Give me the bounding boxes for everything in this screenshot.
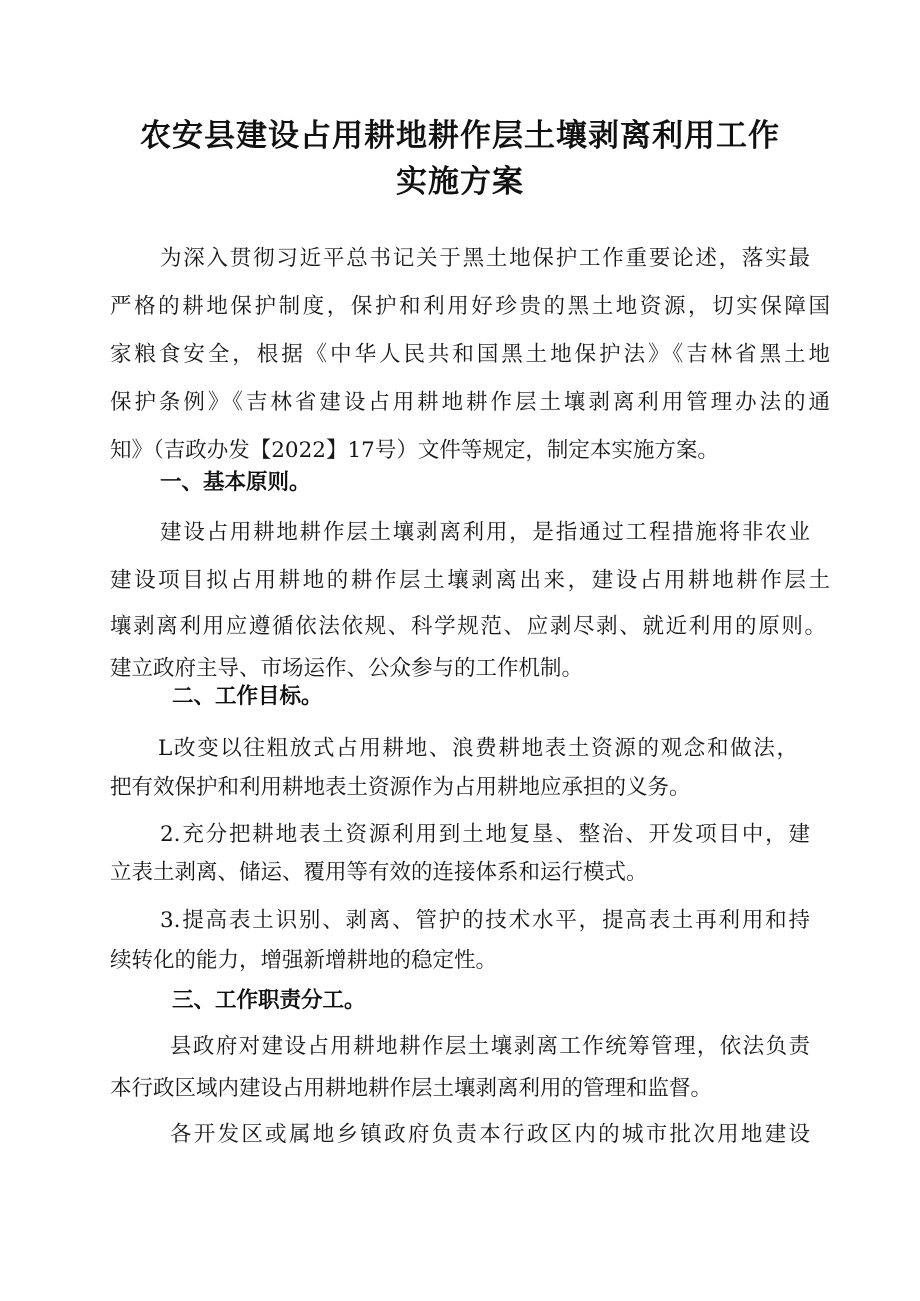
section1-line: 建立政府主导、市场运作、公众参与的工作机制。	[110, 656, 584, 681]
section1-line: 建设占用耕地耕作层土壤剥离利用，是指通过工程措施将非农业	[160, 520, 810, 545]
section3-para1-line: 县政府对建设占用耕地耕作层土壤剥离工作统筹管理，依法负责	[170, 1034, 810, 1059]
intro-line: 为深入贯彻习近平总书记关于黑土地保护工作重要论述，落实最	[160, 246, 810, 271]
section1-line: 壤剥离利用应遵循依法依规、科学规范、应剥尽剥、就近利用的原则。	[110, 614, 826, 639]
section3-para1-line: 本行政区域内建设占用耕地耕作层土壤剥离利用的管理和监督。	[110, 1076, 713, 1101]
document-title-line-2: 实施方案	[396, 164, 524, 200]
goal-item-1-line: 把有效保护和利用耕地表土资源作为占用耕地应承担的义务。	[110, 775, 691, 800]
goal-item-3-line: 续转化的能力，增强新增耕地的稳定性。	[110, 948, 498, 973]
section3-para2-line: 各开发区或属地乡镇政府负责本行政区内的城市批次用地建设	[170, 1122, 810, 1147]
section-heading-principles: 一、基本原则。	[160, 470, 311, 495]
goal-item-2-line: 2.充分把耕地表土资源利用到土地复垦、整治、开发项目中，建	[160, 822, 810, 847]
section-heading-goals: 二、工作目标。	[172, 684, 323, 709]
intro-line: 保护条例》《吉林省建设占用耕地耕作层土壤剥离利用管理办法的通	[110, 390, 830, 415]
goal-item-3-line: 3.提高表土识别、剥离、管护的技术水平，提高表土再利用和持	[160, 908, 810, 933]
intro-line: 家粮食安全，根据《中华人民共和国黑土地保护法》《吉林省黑土地	[110, 342, 830, 367]
goal-item-2-line: 立表土剥离、储运、覆用等有效的连接体系和运行模式。	[110, 860, 648, 885]
section-heading-responsibilities: 三、工作职责分工。	[172, 988, 366, 1013]
document-title-line-1: 农安县建设占用耕地耕作层土壤剥离利用工作	[140, 118, 780, 154]
goal-item-1-line: L改变以往粗放式占用耕地、浪费耕地表土资源的观念和做法，	[158, 736, 798, 761]
intro-line: 严格的耕地保护制度，保护和利用好珍贵的黑土地资源，切实保障国	[110, 294, 830, 319]
intro-line: 知》（吉政办发【2022】17号）文件等规定，制定本实施方案。	[110, 438, 719, 463]
section1-line: 建设项目拟占用耕地的耕作层土壤剥离出来，建设占用耕地耕作层土	[110, 568, 830, 593]
